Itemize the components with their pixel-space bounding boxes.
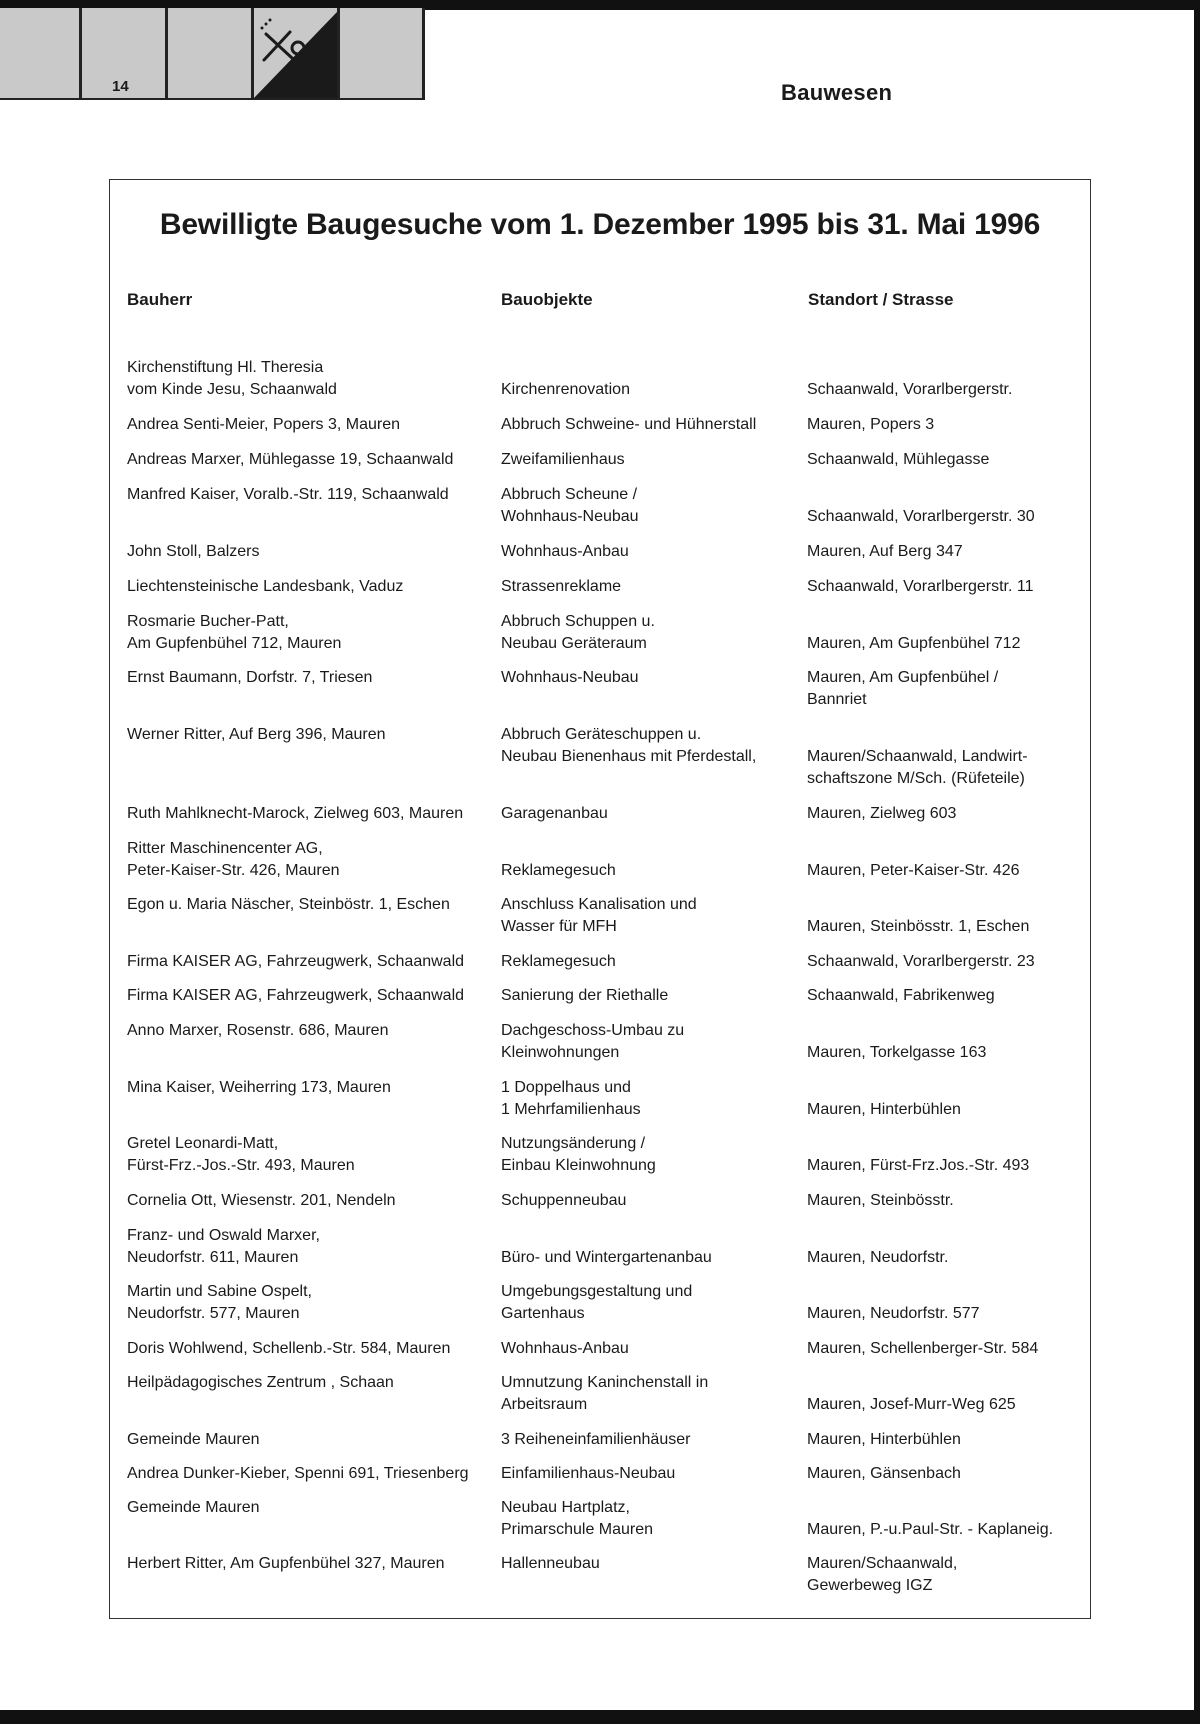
bauobjekt-cell: Schuppenneubau bbox=[501, 1192, 627, 1209]
header-divider bbox=[79, 8, 82, 100]
bauobjekt-cell: Hallenneubau bbox=[501, 1555, 600, 1572]
standort-cell: Mauren, Neudorfstr. bbox=[807, 1249, 949, 1266]
standort-cell: Mauren, Auf Berg 347 bbox=[807, 543, 963, 560]
bauobjekt-cell: 3 Reiheneinfamilienhäuser bbox=[501, 1431, 691, 1448]
header-divider bbox=[422, 8, 425, 100]
bauherr-cell: Gemeinde Mauren bbox=[127, 1431, 260, 1448]
bauobjekt-cell: Büro- und Wintergartenanbau bbox=[501, 1249, 712, 1266]
bauobjekt-cell: 1 Doppelhaus und 1 Mehrfamilienhaus bbox=[501, 1079, 641, 1118]
section-title: Bauwesen bbox=[781, 80, 893, 105]
standort-cell: Mauren, Hinterbühlen bbox=[807, 1431, 961, 1448]
bauobjekt-cell: Abbruch Geräteschuppen u. Neubau Bienenhaus mit Pferdestall, bbox=[501, 726, 757, 765]
bauherr-cell: Rosmarie Bucher-Patt, Am Gupfenbühel 712, Mauren bbox=[127, 613, 342, 652]
bauherr-cell: Mina Kaiser, Weiherring 173, Mauren bbox=[127, 1079, 391, 1096]
bauobjekt-cell: Wohnhaus-Neubau bbox=[501, 669, 639, 686]
right-border bbox=[1194, 0, 1200, 1724]
standort-cell: Mauren, Am Gupfenbühel / Bannriet bbox=[807, 669, 999, 708]
standort-cell: Mauren, Gänsenbach bbox=[807, 1465, 961, 1482]
standort-cell: Schaanwald, Vorarlbergerstr. 30 bbox=[807, 508, 1035, 525]
bauherr-cell: Cornelia Ott, Wiesenstr. 201, Nendeln bbox=[127, 1192, 396, 1209]
column-header-standort: Standort / Strasse bbox=[808, 290, 954, 309]
tools-emblem-icon bbox=[254, 8, 337, 98]
bauobjekt-cell: Dachgeschoss-Umbau zu Kleinwohnungen bbox=[501, 1022, 685, 1061]
bauherr-cell: Doris Wohlwend, Schellenb.-Str. 584, Mauren bbox=[127, 1340, 451, 1357]
bauobjekt-cell: Umnutzung Kaninchenstall in Arbeitsraum bbox=[501, 1374, 709, 1413]
standort-cell: Mauren, P.-u.Paul-Str. - Kaplaneig. bbox=[807, 1521, 1054, 1538]
bottom-border bbox=[0, 1710, 1200, 1724]
page-number: 14 bbox=[112, 78, 129, 95]
bauherr-cell: Martin und Sabine Ospelt, Neudorfstr. 577, Mauren bbox=[127, 1283, 312, 1322]
column-header-bauherr: Bauherr bbox=[127, 290, 193, 309]
header-cell bbox=[340, 8, 424, 99]
header-divider bbox=[337, 8, 340, 100]
bauherr-cell: Firma KAISER AG, Fahrzeugwerk, Schaanwald bbox=[127, 953, 465, 970]
bauobjekt-cell: Abbruch Schuppen u. Neubau Geräteraum bbox=[501, 613, 655, 652]
header-rule bbox=[0, 98, 425, 100]
standort-cell: Mauren/Schaanwald, Landwirt- schaftszone M/Sch. (Rüfeteile) bbox=[807, 748, 1028, 787]
bauherr-cell: Werner Ritter, Auf Berg 396, Mauren bbox=[127, 726, 386, 743]
bauobjekt-cell: Einfamilienhaus-Neubau bbox=[501, 1465, 676, 1482]
bauobjekt-cell: Garagenanbau bbox=[501, 805, 608, 822]
standort-cell: Mauren, Hinterbühlen bbox=[807, 1101, 961, 1118]
bauherr-cell: Firma KAISER AG, Fahrzeugwerk, Schaanwald bbox=[127, 987, 465, 1004]
standort-cell: Mauren, Steinbösstr. bbox=[807, 1192, 954, 1209]
bauherr-cell: Ernst Baumann, Dorfstr. 7, Triesen bbox=[127, 669, 373, 686]
bauherr-cell: Ruth Mahlknecht-Marock, Zielweg 603, Mauren bbox=[127, 805, 464, 822]
bauobjekt-cell: Kirchenrenovation bbox=[501, 381, 630, 398]
bauobjekt-cell: Strassenreklame bbox=[501, 578, 622, 595]
standort-cell: Schaanwald, Vorarlbergerstr. 11 bbox=[807, 578, 1034, 595]
bauherr-cell: Andreas Marxer, Mühlegasse 19, Schaanwald bbox=[127, 451, 454, 468]
bauherr-cell: Manfred Kaiser, Voralb.-Str. 119, Schaanwald bbox=[127, 486, 449, 503]
bauobjekt-cell: Abbruch Scheune / Wohnhaus-Neubau bbox=[501, 486, 639, 525]
standort-cell: Mauren, Peter-Kaiser-Str. 426 bbox=[807, 862, 1020, 879]
bauherr-cell: Herbert Ritter, Am Gupfenbühel 327, Mauren bbox=[127, 1555, 445, 1572]
standort-cell: Mauren, Schellenberger-Str. 584 bbox=[807, 1340, 1039, 1357]
standort-cell: Mauren, Am Gupfenbühel 712 bbox=[807, 635, 1021, 652]
page-title: Bewilligte Baugesuche vom 1. Dezember 1995 bis 31. Mai 1996 bbox=[159, 208, 1041, 241]
bauherr-cell: Gretel Leonardi-Matt, Fürst-Frz.-Jos.-Str. 493, Mauren bbox=[127, 1135, 355, 1174]
header-cell bbox=[0, 8, 79, 99]
header-strip bbox=[0, 8, 425, 100]
bauherr-cell: John Stoll, Balzers bbox=[127, 543, 260, 560]
bauherr-cell: Heilpädagogisches Zentrum , Schaan bbox=[127, 1374, 394, 1391]
bauobjekt-cell: Abbruch Schweine- und Hühnerstall bbox=[501, 416, 757, 433]
standort-cell: Mauren/Schaanwald, Gewerbeweg IGZ bbox=[807, 1555, 958, 1594]
standort-cell: Mauren, Steinbösstr. 1, Eschen bbox=[807, 918, 1030, 935]
bauherr-cell: Andrea Dunker-Kieber, Spenni 691, Triesenberg bbox=[127, 1465, 469, 1482]
bauherr-cell: Franz- und Oswald Marxer, Neudorfstr. 611, Mauren bbox=[127, 1227, 320, 1266]
bauobjekt-cell: Neubau Hartplatz, Primarschule Mauren bbox=[501, 1499, 654, 1538]
bauobjekt-cell: Reklamegesuch bbox=[501, 953, 616, 970]
bauobjekt-cell: Anschluss Kanalisation und Wasser für MFH bbox=[501, 896, 697, 935]
standort-cell: Schaanwald, Vorarlbergerstr. 23 bbox=[807, 953, 1035, 970]
bauherr-cell: Egon u. Maria Näscher, Steinböstr. 1, Eschen bbox=[127, 896, 450, 913]
standort-cell: Mauren, Neudorfstr. 577 bbox=[807, 1305, 980, 1322]
bauherr-cell: Kirchenstiftung Hl. Theresia vom Kinde Jesu, Schaanwald bbox=[127, 359, 337, 398]
bauobjekt-cell: Sanierung der Riethalle bbox=[501, 987, 669, 1004]
standort-cell: Mauren, Josef-Murr-Weg 625 bbox=[807, 1396, 1016, 1413]
standort-cell: Mauren, Zielweg 603 bbox=[807, 805, 957, 822]
bauobjekt-cell: Nutzungsänderung / Einbau Kleinwohnung bbox=[501, 1135, 656, 1174]
standort-cell: Mauren, Popers 3 bbox=[807, 416, 935, 433]
bauobjekt-cell: Wohnhaus-Anbau bbox=[501, 543, 629, 560]
bauherr-cell: Anno Marxer, Rosenstr. 686, Mauren bbox=[127, 1022, 389, 1039]
standort-cell: Schaanwald, Mühlegasse bbox=[807, 451, 990, 468]
standort-cell: Mauren, Torkelgasse 163 bbox=[807, 1044, 987, 1061]
bauobjekt-cell: Reklamegesuch bbox=[501, 862, 616, 879]
bauherr-cell: Andrea Senti-Meier, Popers 3, Mauren bbox=[127, 416, 401, 433]
bauobjekt-cell: Wohnhaus-Anbau bbox=[501, 1340, 629, 1357]
header-cell bbox=[168, 8, 251, 99]
header-divider bbox=[165, 8, 168, 100]
standort-cell: Schaanwald, Fabrikenweg bbox=[807, 987, 995, 1004]
bauherr-cell: Ritter Maschinencenter AG, Peter-Kaiser-Str. 426, Mauren bbox=[127, 840, 340, 879]
standort-cell: Mauren, Fürst-Frz.Jos.-Str. 493 bbox=[807, 1157, 1030, 1174]
standort-cell: Schaanwald, Vorarlbergerstr. bbox=[807, 381, 1013, 398]
bauherr-cell: Gemeinde Mauren bbox=[127, 1499, 260, 1516]
column-header-bauobjekte: Bauobjekte bbox=[501, 290, 593, 309]
bauobjekt-cell: Zweifamilienhaus bbox=[501, 451, 625, 468]
bauobjekt-cell: Umgebungsgestaltung und Gartenhaus bbox=[501, 1283, 693, 1322]
bauherr-cell: Liechtensteinische Landesbank, Vaduz bbox=[127, 578, 404, 595]
